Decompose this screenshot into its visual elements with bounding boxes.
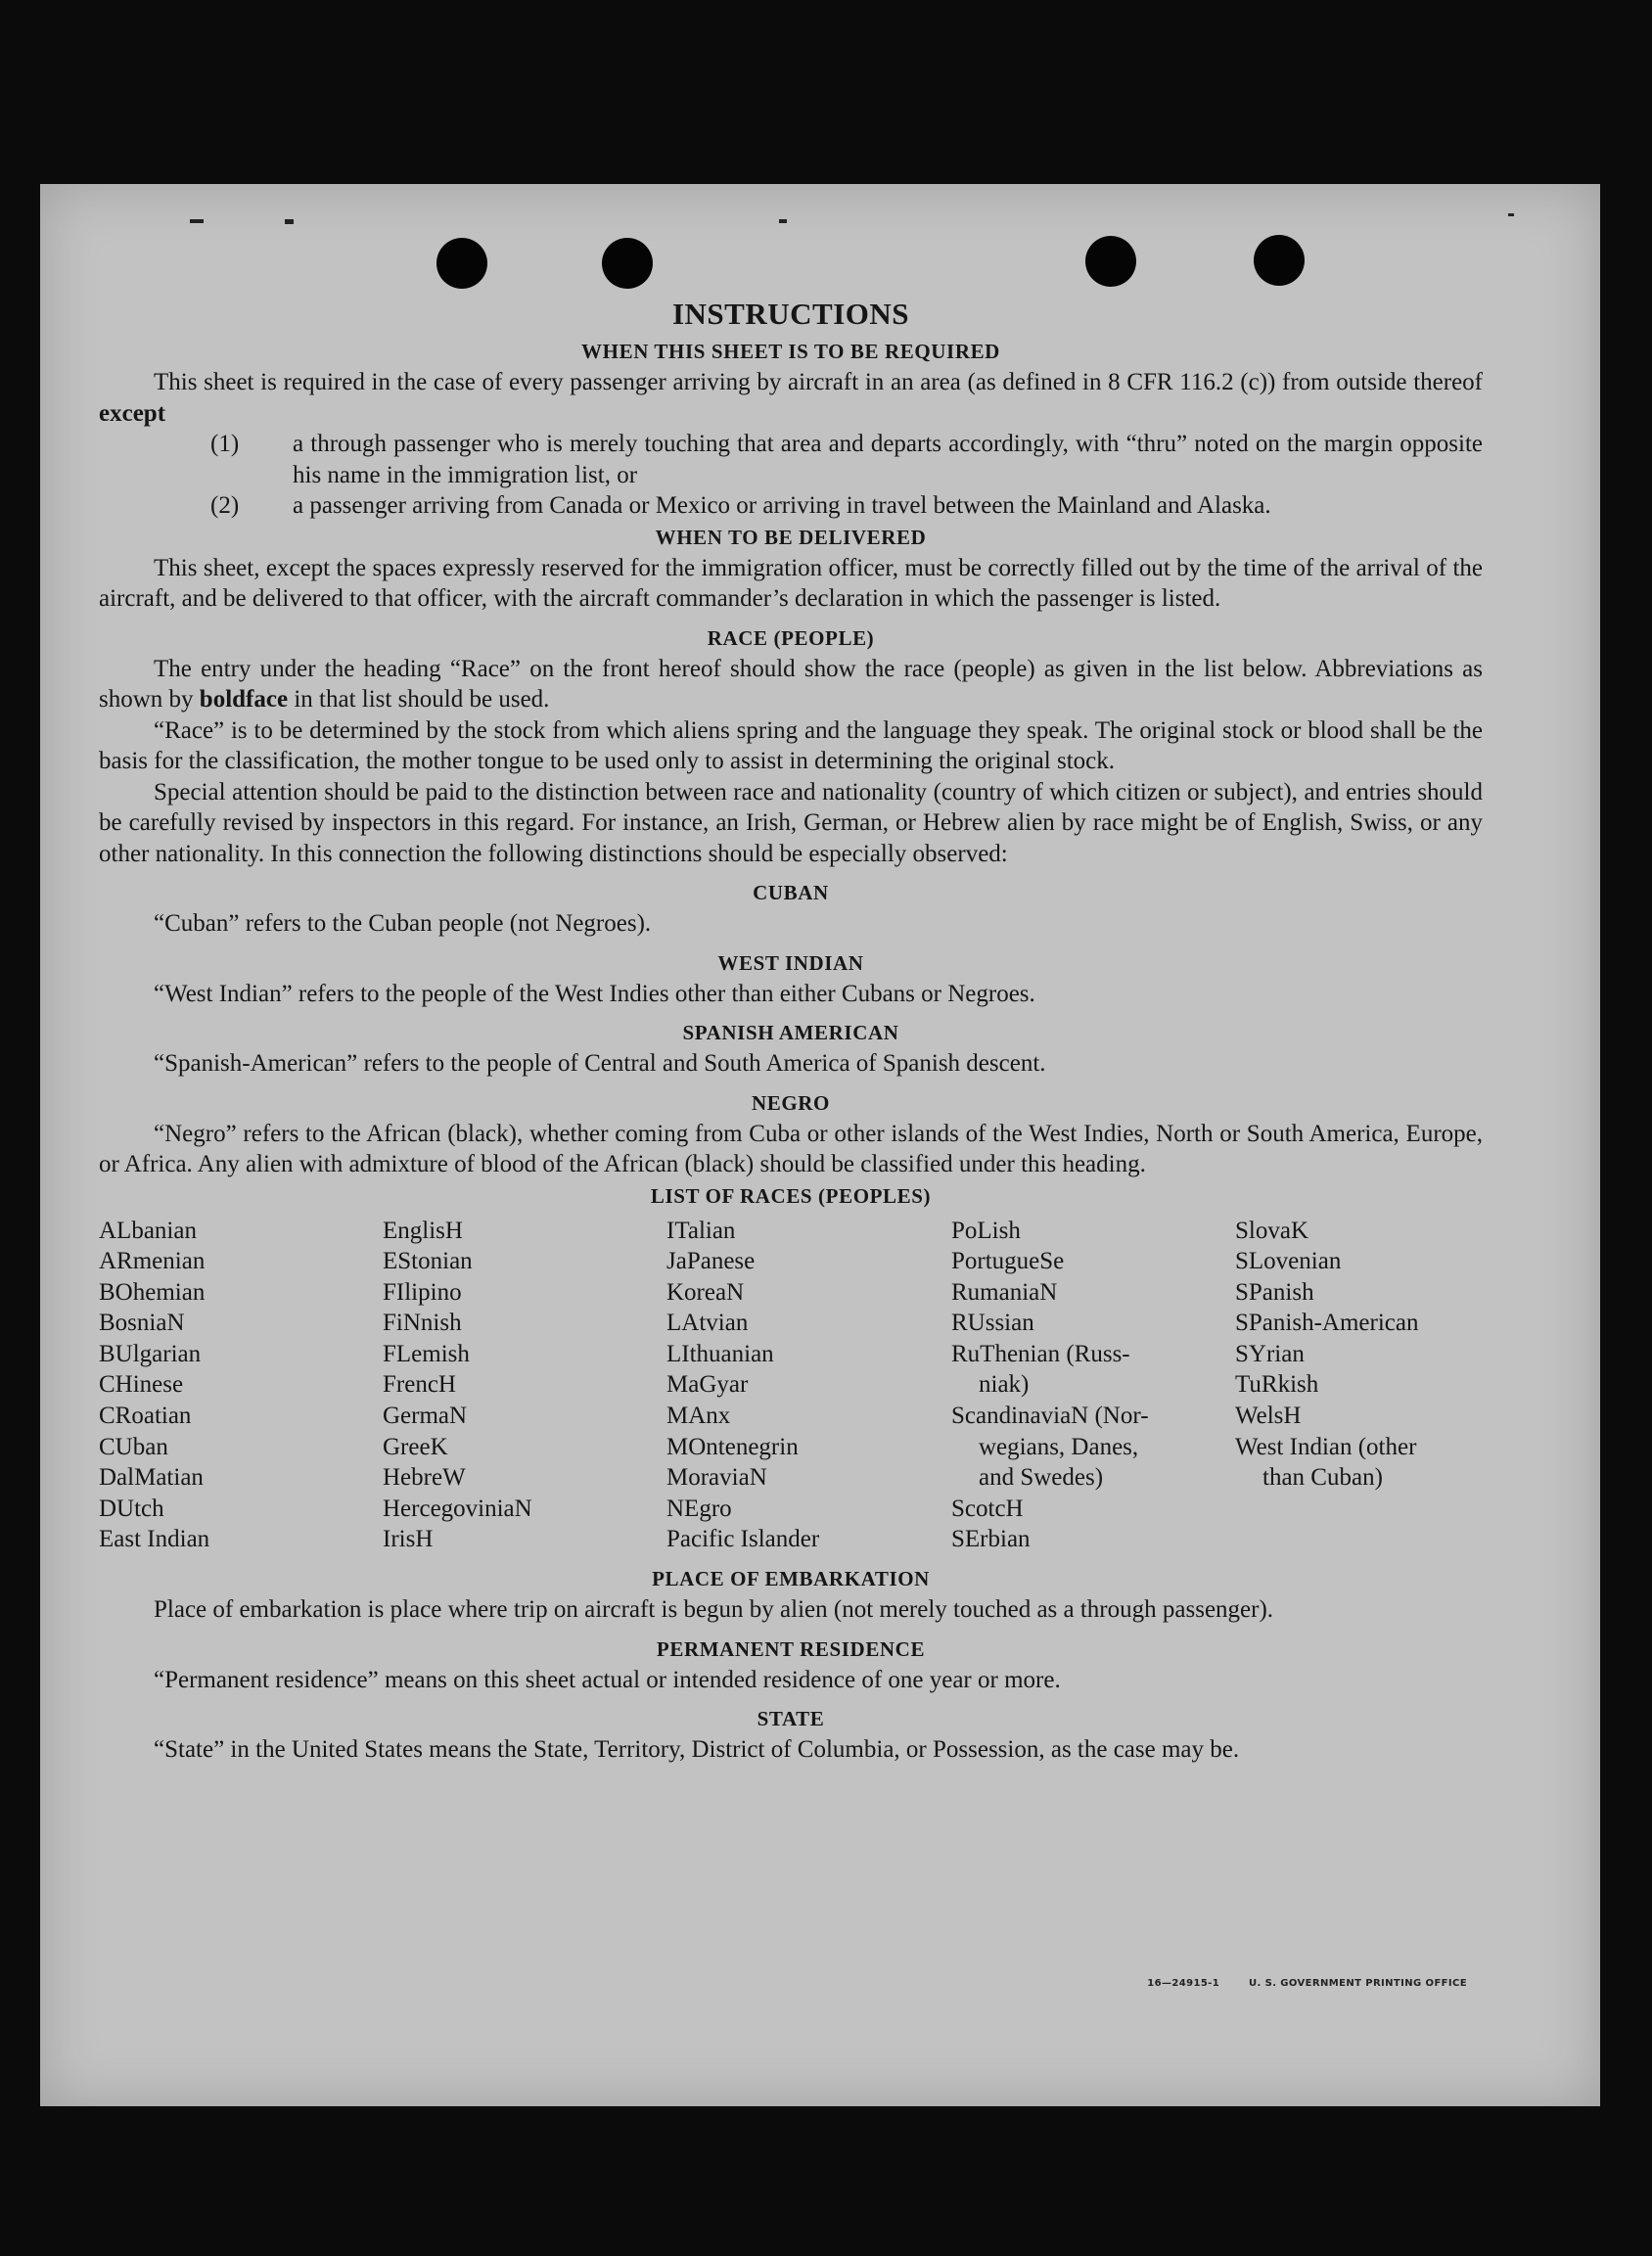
scan-speck [190, 219, 204, 223]
race-entry: FLemish [383, 1340, 470, 1367]
race-entry: West Indian (other [1235, 1433, 1417, 1460]
paragraph-west-indian: “West Indian” refers to the people of the West Indies other than either Cubans or Negroes. [154, 980, 1035, 1007]
heading-race: RACE (PEOPLE) [707, 625, 875, 650]
race-entry: MaGyar [666, 1371, 749, 1399]
paragraph-when-required [99, 367, 1483, 429]
race-entry: SYrian [1235, 1340, 1305, 1367]
heading-permanent-residence: PERMANENT RESIDENCE [656, 1636, 926, 1661]
paragraph-race-2: “Race” is to be determined by the stock from which aliens spring and the language they speak. The original stock or blood shall be the basis for the classification, the mother tongue to be used only to assist in determining the original stock. [99, 716, 1483, 774]
punch-hole [1254, 235, 1305, 286]
race-column [1235, 1216, 1483, 1556]
exception-item [210, 490, 1483, 522]
printer-name: U. S. GOVERNMENT PRINTING OFFICE [1249, 1978, 1467, 1989]
printer-imprint [1147, 1978, 1467, 1989]
race-entry-continuation: and Swedes) [979, 1464, 1104, 1492]
race-entry: KoreaN [666, 1278, 745, 1306]
race-column [383, 1216, 666, 1556]
race-entry: SLovenian [1235, 1248, 1342, 1275]
race-entry: CRoatian [99, 1403, 192, 1430]
race-entry: PortugueSe [951, 1248, 1065, 1275]
item-text: a passenger arriving from Canada or Mexico or arriving in travel between the Mainland and Alaska. [293, 492, 1271, 519]
paragraph-negro: “Negro” refers to the African (black), whether coming from Cuba or other islands of the West Indies, North or South America, Europe, or Africa. Any alien with admixture of blood of the African (black) should be classified under this heading. [99, 1120, 1483, 1177]
race-entry: ScotcH [951, 1495, 1024, 1522]
race-entry: RumaniaN [951, 1278, 1058, 1306]
race-entry: EnglisH [383, 1217, 463, 1244]
paragraph-text: The entry under the heading “Race” on the front hereof should show the race (people) as given in the list below. Abbreviations as shown by [99, 655, 1483, 713]
heading-when-required: WHEN THIS SHEET IS TO BE REQUIRED [581, 340, 1000, 363]
paragraph-race-1 [99, 654, 1483, 715]
race-entry: GreeK [383, 1433, 448, 1460]
race-entry: CUban [99, 1433, 168, 1460]
race-entry: SPanish [1235, 1278, 1314, 1306]
race-entry: FrencH [383, 1371, 456, 1399]
race-entry: BosniaN [99, 1310, 185, 1337]
race-entry: TuRkish [1235, 1371, 1319, 1399]
race-entry: WelsH [1235, 1403, 1302, 1430]
page-title: INSTRUCTIONS [671, 297, 909, 331]
race-entry: EStonian [383, 1248, 473, 1275]
race-entry: CHinese [99, 1371, 184, 1399]
exception-item [210, 429, 1483, 490]
paragraph-race-3: Special attention should be paid to the distinction between race and nationality (country of which citizen or subject), and entries should be carefully revised by inspectors in this regard. For instance, an Irish, German, or Hebrew alien by race might be of English, Swiss, or any other nationality. In this connection the following distinctions should be especially observed: [99, 778, 1483, 867]
paragraph-state: “State” in the United States means the State, Territory, District of Columbia, or Possession, as the case may be. [154, 1736, 1240, 1764]
heading-west-indian: WEST INDIAN [717, 950, 864, 975]
race-entry: PoLish [951, 1217, 1021, 1244]
race-entry: DUtch [99, 1495, 164, 1522]
race-column [99, 1216, 383, 1556]
race-entry: SlovaK [1235, 1217, 1308, 1244]
punch-hole [436, 238, 487, 289]
race-entry: JaPanese [666, 1248, 756, 1275]
race-entry: HercegoviniaN [383, 1495, 532, 1522]
instructions-content [99, 297, 1483, 1766]
scan-speck [285, 219, 294, 224]
paragraph-text: This sheet is required in the case of every passenger arriving by aircraft in an area (as defined in 8 CFR 116.2 (c)) from outside thereof [154, 369, 1483, 395]
race-column [666, 1216, 951, 1556]
race-entry: MOntenegrin [666, 1433, 799, 1460]
race-entry: MoraviaN [666, 1464, 767, 1492]
race-entry: ARmenian [99, 1248, 206, 1275]
race-entry: MAnx [666, 1403, 731, 1430]
race-entry: SPanish-American [1235, 1310, 1419, 1337]
race-entry: BOhemian [99, 1278, 206, 1306]
race-entry: ALbanian [99, 1217, 197, 1244]
race-entry: SErbian [951, 1526, 1031, 1553]
punch-hole [602, 238, 653, 289]
item-number: (1) [210, 431, 240, 457]
race-entry: DalMatian [99, 1464, 204, 1492]
item-number: (2) [210, 492, 240, 519]
race-column [951, 1216, 1235, 1556]
race-entry: HebreW [383, 1464, 466, 1492]
paragraph-cuban: “Cuban” refers to the Cuban people (not Negroes). [154, 910, 652, 937]
race-entry: Pacific Islander [666, 1526, 820, 1553]
race-entry: ITalian [666, 1217, 736, 1244]
race-entry: East Indian [99, 1526, 210, 1553]
emphasis-except: except [99, 399, 166, 427]
heading-spanish-american: SPANISH AMERICAN [682, 1021, 899, 1044]
heading-negro: NEGRO [751, 1090, 830, 1115]
race-entry: FiNnish [383, 1310, 462, 1337]
race-entry: LAtvian [666, 1310, 749, 1337]
paragraph-place-of-embarkation: Place of embarkation is place where trip on aircraft is begun by alien (not merely touched as a through passenger). [154, 1596, 1274, 1624]
paragraph-spanish-american: “Spanish-American” refers to the people of Central and South America of Spanish descent. [154, 1050, 1046, 1077]
race-entry: LIthuanian [666, 1340, 774, 1367]
race-entry: ScandinaviaN (Nor- [951, 1403, 1149, 1430]
race-entry: NEgro [666, 1495, 732, 1522]
race-entry: FIlipino [383, 1278, 462, 1306]
heading-place-of-embarkation: PLACE OF EMBARKATION [652, 1567, 930, 1591]
race-list [99, 1216, 1483, 1556]
paragraph-text: in that list should be used. [294, 686, 550, 713]
paragraph-when-delivered: This sheet, except the spaces expressly reserved for the immigration officer, must be correctly filled out by the time of the arrival of the aircraft, and be delivered to that officer, with the aircraft commander’s declaration in which the passenger is listed. [99, 554, 1483, 612]
race-entry: RuThenian (Russ- [951, 1340, 1130, 1367]
race-entry-continuation: than Cuban) [1262, 1464, 1383, 1492]
document-sheet [40, 184, 1600, 2106]
race-entry: RUssian [951, 1310, 1034, 1337]
scan-speck [1508, 213, 1514, 216]
race-entry: BUlgarian [99, 1340, 202, 1367]
heading-cuban: CUBAN [753, 881, 829, 904]
item-text: a through passenger who is merely touching that area and departs accordingly, with “thru” noted on the margin opposite his name in the immigration list, or [293, 431, 1483, 488]
heading-when-delivered: WHEN TO BE DELIVERED [655, 525, 927, 549]
race-entry-continuation: niak) [979, 1371, 1030, 1399]
punch-hole [1085, 236, 1136, 287]
race-entry: GermaN [383, 1403, 468, 1430]
form-number: 16—24915-1 [1147, 1978, 1220, 1989]
scan-speck [779, 219, 787, 223]
emphasis-boldface: boldface [199, 686, 289, 713]
race-entry: IrisH [383, 1526, 434, 1553]
paragraph-permanent-residence: “Permanent residence” means on this sheet actual or intended residence of one year or more. [154, 1666, 1061, 1693]
heading-state: STATE [757, 1707, 825, 1731]
race-entry-continuation: wegians, Danes, [979, 1433, 1139, 1460]
heading-list-of-races: LIST OF RACES (PEOPLES) [650, 1183, 932, 1208]
